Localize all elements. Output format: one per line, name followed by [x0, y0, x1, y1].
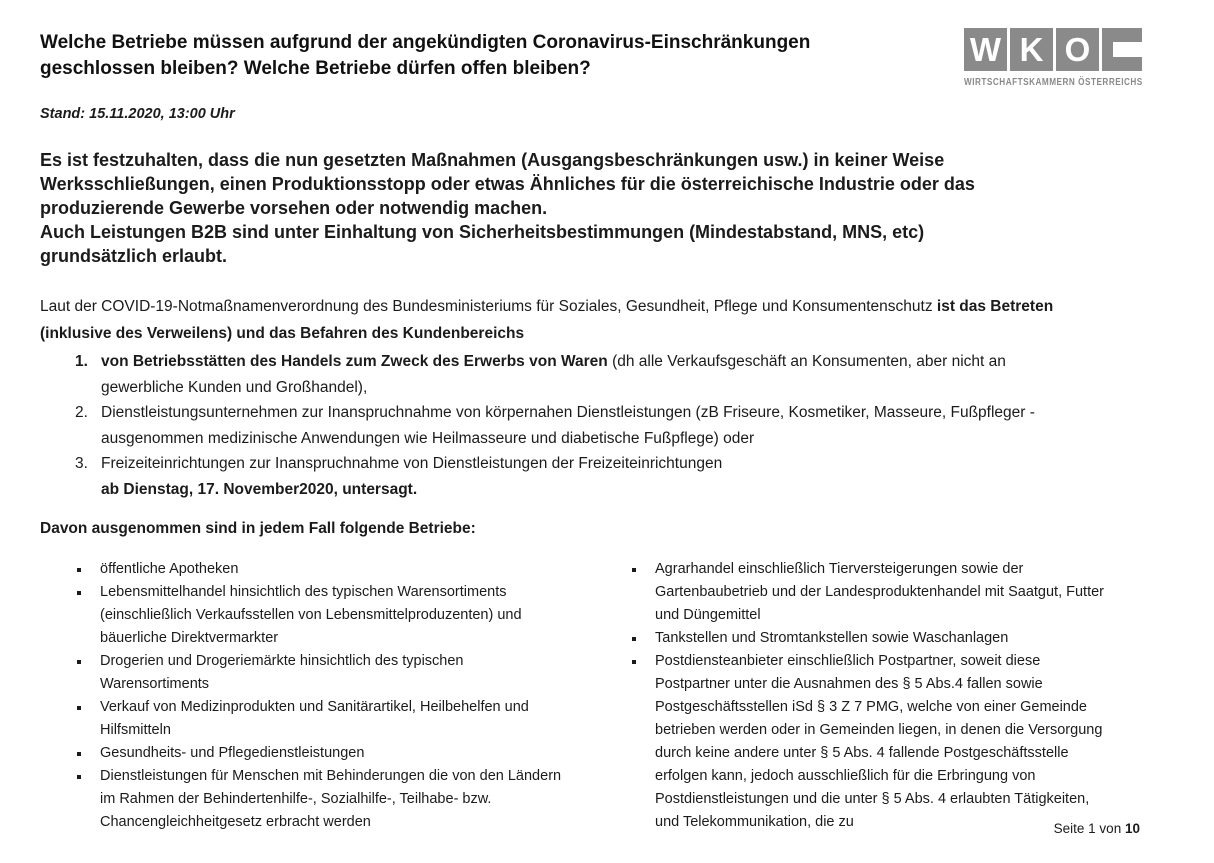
bullet-square-icon [630, 650, 655, 834]
item-text: Dienstleistungsunternehmen zur Inanspruchnahme von körpernahen Dienstleistungen (zB Friseure, Kosmetiker, Masseure, Fußpfleger - ausgenommen medizinische Anwendungen wie Heilmasseure und diabetische Fußpflege) oder [101, 404, 1035, 447]
item-number: 1. [75, 353, 88, 370]
numbered-item [40, 451, 1174, 502]
list-item-text: Gesundheits- und Pflegedienstleistungen [100, 745, 365, 761]
bullet-square-icon [75, 650, 100, 696]
wko-logo [964, 28, 1142, 88]
bullet-square-icon [75, 558, 100, 581]
list-item-text: Drogerien und Drogeriemärkte hinsichtlich des typischen Warensortiments [100, 653, 464, 692]
intro-paragraph-2: Auch Leistungen B2B sind unter Einhaltung von Sicherheitsbestimmungen (Mindestabstand, MNS, etc) grundsätzlich erlaubt. [40, 222, 925, 266]
bullet-square-icon [75, 696, 100, 742]
list-item-text: Tankstellen und Stromtankstellen sowie Waschanlagen [655, 630, 1009, 646]
bullet-square-icon [630, 558, 655, 627]
list-item-text: Agrarhandel einschließlich Tierversteigerungen sowie der Gartenbaubetrieb und der Landesproduktenhandel mit Saatgut, Futter und Düngemittel [655, 561, 1104, 623]
item-text: Freizeiteinrichtungen zur Inanspruchnahme von Dienstleistungen der Freizeiteinrichtungen ab Dienstag, 17. November2020, untersagt. [101, 451, 1091, 502]
list-item [630, 627, 1115, 650]
bullet-square-icon [75, 765, 100, 834]
exceptions-columns [40, 558, 1174, 834]
bullet-square-icon [75, 742, 100, 765]
item-text: von Betriebsstätten des Handels zum Zweck des Erwerbs von Waren (dh alle Verkaufsgeschäft an Konsumenten, aber nicht an gewerbliche Kunden und Großhandel), [101, 353, 1006, 396]
list-item-text: Verkauf von Medizinprodukten und Sanitärartikel, Heilbehelfen und Hilfsmitteln [100, 699, 529, 738]
list-item [75, 581, 568, 650]
exceptions-heading: Davon ausgenommen sind in jedem Fall folgende Betriebe: [40, 520, 476, 537]
logo-letter-k: K [1010, 28, 1053, 71]
item-number: 2. [75, 404, 88, 421]
law-paragraph-bold: ist das Betreten (inklusive des Verweilens) und das Befahren des Kundenbereichs [40, 298, 1054, 342]
numbered-list [40, 349, 1174, 502]
item-bold-line: ab Dienstag, 17. November2020, untersagt. [101, 480, 418, 498]
bullet-square-icon [75, 581, 100, 650]
austria-flag-icon [1102, 28, 1142, 71]
page-number-total: 10 [1124, 821, 1140, 836]
logo-caption: WIRTSCHAFTSKAMMERN ÖSTERREICHS [964, 77, 1143, 88]
exceptions-list-right [630, 558, 1115, 834]
page-number [1054, 821, 1140, 836]
list-item-text: Postdiensteanbieter einschließlich Postpartner, soweit diese Postpartner unter die Ausnahmen des § 5 Abs.4 fallen sowie Postgeschäftsstellen iSd § 3 Z 7 PMG, welche von einer Gemeinde betrieben werden oder in Gemeinden liegen, in denen die Versorgung durch keine andere unter § 5 Abs. 4 fallende Postgeschäftsstelle erfolgen kann, jedoch ausschließlich für die Erbringung von Postdienstleistungen und die unter § 5 Abs. 4 erlaubten Tätigkeiten, und Telekommunikation, die zu [655, 653, 1103, 830]
logo-letter-w: W [964, 28, 1007, 71]
law-paragraph-regular: Laut der COVID-19-Notmaßnamenverordnung des Bundesministeriums für Soziales, Gesundheit, Pflege und Konsumentenschutz [40, 298, 937, 315]
logo-letter-o: O [1056, 28, 1099, 71]
item-number: 3. [75, 455, 88, 472]
bullet-square-icon [630, 627, 655, 650]
numbered-item [40, 400, 1174, 451]
wko-logo-squares [964, 28, 1142, 71]
exceptions-list-left [75, 558, 568, 834]
numbered-item [40, 349, 1174, 400]
list-item [75, 650, 568, 696]
page-title: Welche Betriebe müssen aufgrund der angekündigten Coronavirus-Einschränkungen geschlossen bleiben? Welche Betriebe dürfen offen bleiben? [40, 32, 811, 79]
list-item [630, 558, 1115, 627]
list-item [75, 558, 568, 581]
stand-date: Stand: 15.11.2020, 13:00 Uhr [40, 106, 235, 122]
page-number-label: Seite 1 von [1053, 821, 1122, 836]
list-item [75, 742, 568, 765]
list-item-text: Dienstleistungen für Menschen mit Behinderungen die von den Ländern im Rahmen der Behindertenhilfe-, Sozialhilfe-, Teilhabe- bzw. Chancengleichheitgesetz erbracht werden [100, 768, 562, 830]
intro-paragraph-1: Es ist festzuhalten, dass die nun gesetzten Maßnahmen (Ausgangsbeschränkungen usw.) in keiner Weise Werksschließungen, einen Produktionsstopp oder etwas Ähnliches für die österreichische Industrie oder das produzierende Gewerbe vorsehen oder notwendig machen. [40, 150, 975, 218]
intro-statement [40, 148, 1045, 268]
list-item-text: Lebensmittelhandel hinsichtlich des typischen Warensortiments (einschließlich Verkaufsstellen von Lebensmittelproduzenten) und bäuerliche Direktvermarkter [100, 584, 522, 646]
list-item-text: öffentliche Apotheken [100, 561, 239, 577]
list-item [75, 765, 568, 834]
list-item [75, 696, 568, 742]
list-item [630, 650, 1115, 834]
law-paragraph [40, 294, 1115, 347]
